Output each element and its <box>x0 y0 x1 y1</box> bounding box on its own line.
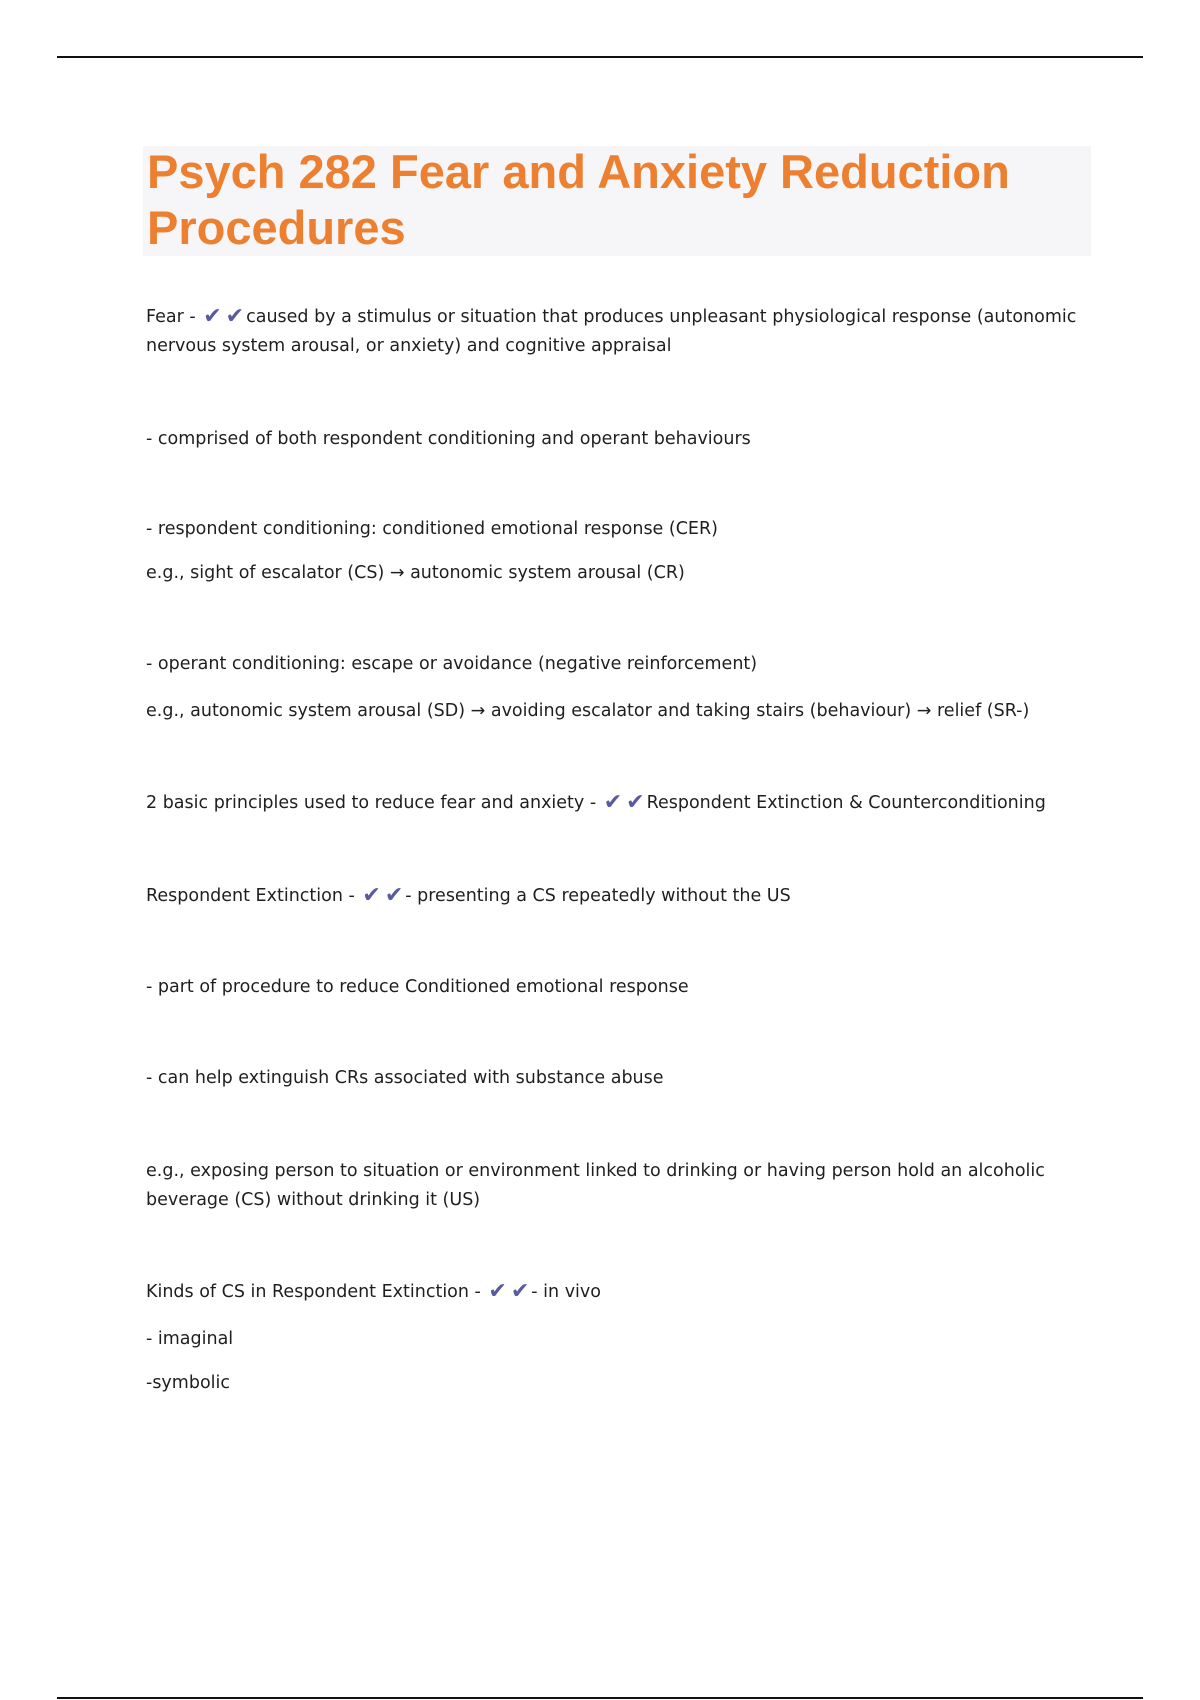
note-line: - comprised of both respondent conditioning and operant behaviours <box>146 429 751 449</box>
term-label: Fear - <box>146 307 202 327</box>
check-icon: ✔ <box>362 883 381 908</box>
note-line: - operant conditioning: escape or avoidance (negative reinforcement) <box>146 654 758 674</box>
check-icon: ✔ <box>488 1279 507 1304</box>
note-line: - part of procedure to reduce Conditioned emotional response <box>146 977 689 997</box>
bottom-rule <box>57 1697 1143 1699</box>
definition-text: Respondent Extinction & Counterconditioning <box>646 793 1046 813</box>
flashcard-respondent-extinction <box>146 882 1106 911</box>
top-rule <box>57 56 1143 58</box>
check-icon: ✔ <box>510 1279 530 1304</box>
check-icon: ✔ <box>603 790 623 815</box>
definition-text: caused by a stimulus or situation that produces unpleasant physiological response (autonomic nervous system arousal, or anxiety) and cognitive appraisal <box>146 307 1077 356</box>
definition-text: - presenting a CS repeatedly without the US <box>405 886 791 906</box>
note-line: - can help extinguish CRs associated with substance abuse <box>146 1068 664 1088</box>
term-label: Kinds of CS in Respondent Extinction - <box>146 1282 487 1302</box>
check-icon: ✔ <box>225 304 245 329</box>
definition-text: - in vivo <box>531 1282 601 1302</box>
term-label: 2 basic principles used to reduce fear and anxiety - <box>146 793 602 813</box>
page-title: Psych 282 Fear and Anxiety Reduction Procedures <box>147 145 1010 254</box>
note-line: - respondent conditioning: conditioned emotional response (CER) <box>146 519 718 539</box>
example-line: e.g., sight of escalator (CS) → autonomic system arousal (CR) <box>146 563 685 583</box>
check-icon: ✔ <box>626 790 645 815</box>
list-item: -symbolic <box>146 1373 230 1393</box>
check-icon: ✔ <box>203 304 222 329</box>
flashcard-kinds-of-cs <box>146 1278 1106 1307</box>
term-label: Respondent Extinction - <box>146 886 361 906</box>
check-icon: ✔ <box>384 883 404 908</box>
example-line: e.g., autonomic system arousal (SD) → avoiding escalator and taking stairs (behaviour) → relief (SR-) <box>146 701 1030 721</box>
flashcard-fear <box>146 303 1086 361</box>
example-line: e.g., exposing person to situation or environment linked to drinking or having person hold an alcoholic beverage (CS) without drinking it (US) <box>146 1161 1045 1210</box>
flashcard-basic-principles <box>146 789 1106 818</box>
list-item: - imaginal <box>146 1329 234 1349</box>
